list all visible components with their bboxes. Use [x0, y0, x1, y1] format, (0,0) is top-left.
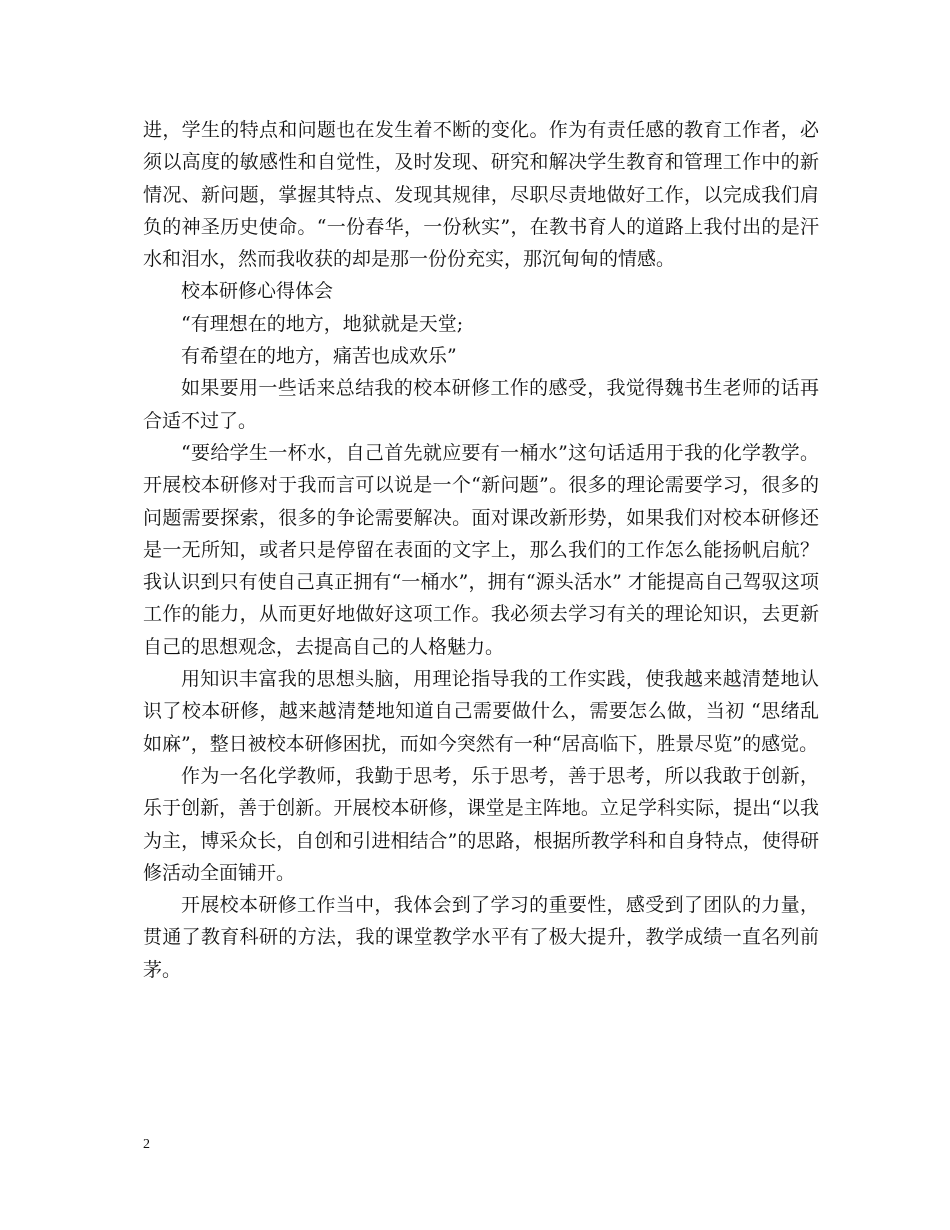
paragraph: 开展校本研修工作当中，我体会到了学习的重要性，感受到了团队的力量，贯通了教育科研的方法，我的课堂教学水平有了极大提升，教学成绩一直名列前茅。 [143, 894, 819, 981]
paragraph: 作为一名化学教师，我勤于思考，乐于思考，善于思考，所以我敢于创新，乐于创新，善于创新。开展校本研修，课堂是主阵地。立足学科实际，提出“以我为主，博采众长，自创和引进相结合”的思路，根据所教学科和自身特点，使得研修活动全面铺开。 [143, 764, 819, 884]
paragraph: 如果要用一些话来总结我的校本研修工作的感受，我觉得魏书生老师的话再合适不过了。 [143, 377, 819, 432]
paragraph: 用知识丰富我的思想头脑，用理论指导我的工作实践，使我越来越清楚地认识了校本研修，越来越清楚地知道自己需要做什么，需要怎么做，当初 “思绪乱如麻”，整日被校本研修困扰，而如今突然有一种“居高临下，胜景尽览”的感觉。 [143, 668, 819, 755]
quote-line-1: “有理想在的地方，地狱就是天堂; [181, 312, 464, 335]
document-body [143, 114, 819, 986]
paragraph-continuation: 进，学生的特点和问题也在发生着不断的变化。作为有责任感的教育工作者，必须以高度的敏感性和自觉性，及时发现、研究和解决学生教育和管理工作中的新情况、新问题，掌握其特点、发现其规律，尽职尽责地做好工作，以完成我们肩负的神圣历史使命。“一份春华，一份秋实”，在教书育人的道路上我付出的是汗水和泪水，然而我收获的却是那一份份充实，那沉甸甸的情感。 [143, 119, 819, 271]
paragraph: “要给学生一杯水，自己首先就应要有一桶水”这句话适用于我的化学教学。开展校本研修对于我而言可以说是一个“新问题”。很多的理论需要学习，很多的问题需要探索，很多的争论需要解决。面对课改新形势，如果我们对校本研修还是一无所知，或者只是停留在表面的文字上，那么我们的工作怎么能扬帆启航？我认识到只有使自己真正拥有“一桶水”，拥有“源头活水” 才能提高自己驾驭这项工作的能力，从而更好地做好这项工作。我必须去学习有关的理论知识，去更新自己的思想观念，去提高自己的人格魅力。 [143, 441, 819, 658]
quote-line-2: 有希望在的地方，痛苦也成欢乐” [181, 345, 457, 368]
section-heading: 校本研修心得体会 [181, 280, 334, 303]
page-number: 2 [143, 1137, 150, 1152]
